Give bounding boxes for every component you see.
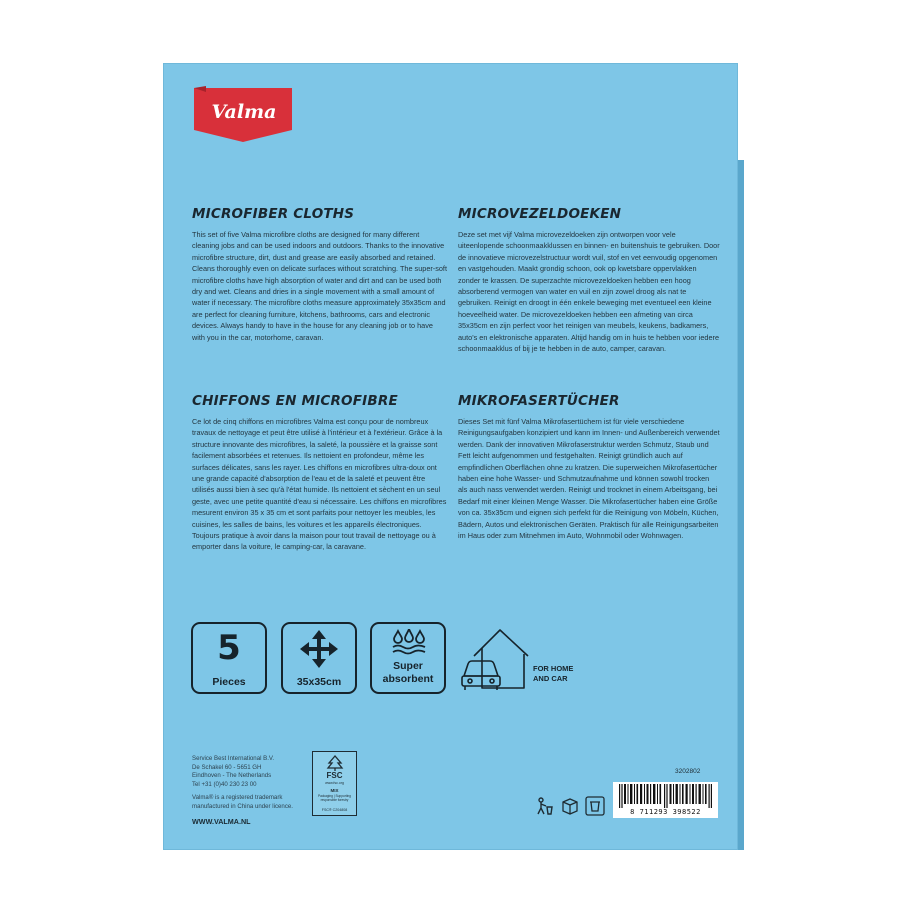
product-code: 3202802 (675, 768, 701, 775)
company-info (192, 755, 302, 826)
section-title-english: MICROFIBER CLOTHS (192, 206, 355, 222)
absorbent-label-2: absorbent (382, 673, 434, 685)
waste-bin-icon (585, 796, 605, 816)
absorbent-badge (370, 622, 446, 694)
section-german (458, 393, 720, 541)
barcode-bars (619, 784, 712, 808)
size-badge (281, 622, 357, 694)
fsc-label (312, 751, 357, 816)
section-body-german: Dieses Set mit fünf Valma Mikrofasertüchern ist für viele verschiedene Reinigungsaufgaben konzipiert und kann im Innen- und Außenbereich verwendet werden. Dank der innovativen Mikrofaserstruktur werden Schmutz, Staub und Fett leicht aufgenommen und festgehalten. Reinigt gründlich auch auf empfindlichen Oberflächen ohne zu kratzen. Die superweichen Mikrofasertücher haben eine hohe Wasser- und Schmutzaufnahme und können sowohl trocken als auch nass verwendet werden. Reinigt und trocknet in einem Arbeitsgang, bei Bedarf mit einer kleinen Menge Wasser. Die Mikrofasertücher haben eine Größe von ca. 35x35cm und eignen sich perfekt für die Reinigung von Möbeln, Küchen, Bädern, Autos und elektronischen Geräten. Praktisch für alle Reinigungsarbeiten im Haus oder zum Mitnehmen im Auto, Wohnmobil oder Wohnwagen. (458, 417, 720, 541)
barcode (613, 782, 718, 818)
section-french (192, 393, 447, 553)
pieces-badge (191, 622, 267, 694)
fsc-tree-icon (326, 755, 344, 771)
section-body-english: This set of five Valma microfibre cloths are designed for many different cleaning jobs and can be used indoors and outdoors. Thanks to the innovative microfibre structure, dirt, dust and grease are easily absorbed and retained. Cleans thoroughly even on delicate surfaces without scratching. The super-soft microfibre cloths have high absorption of water and dirt and can be used both dry and wet. Cleans and dries in a single movement with a small amount of water if necessary. The microfibre cloths measure approximately 35x35cm and are perfect for cleaning furniture, kitchens, bathrooms, cars and electronic devices. Always handy to have in the house for any cleaning job or to have with you in the car, motorhome, caravan. (192, 230, 447, 342)
logo-text: Valma (211, 101, 277, 123)
home-car-label-2: AND CAR (533, 674, 568, 683)
section-body-dutch: Deze set met vijf Valma microvezeldoeken zijn ontworpen voor vele uiteenlopende schoonmaakklussen en binnen- en buitenshuis te gebruiken. Door de innovatieve microvezelstructuur wordt vuil, stof en vet eenvoudig opgenomen en vastgehouden. Maakt grondig schoon, ook op kwetsbare oppervlakken zonder te krassen. De superzachte microvezeldoeken hebben een hoog absorberend vermogen van water en vuil en zijn zowel droog als nat te gebruiken. Reinigt en droogt in één enkele beweging met eventueel een kleine hoeveelheid water. De microvezeldoeken hebben een afmeting van circa 35x35cm en zijn perfect voor het reinigen van meubels, keukens, badkamers, auto's en elektronische apparaten. Altijd handig om in huis te hebben voor iedere schoonmaakklus of bij je te hebben in de auto, camper, caravan. (458, 230, 720, 354)
company-street: De Schakel 60 - 5651 GH (192, 763, 262, 771)
tidyman-icon (534, 796, 554, 816)
section-english (192, 206, 447, 343)
section-title-french: CHIFFONS EN MICROFIBRE (192, 393, 398, 409)
section-title-german: MIKROFASERTÜCHER (458, 393, 620, 409)
barcode-number: 8 711293 398522 (630, 808, 701, 816)
home-car-label-1: FOR HOME (533, 664, 574, 673)
trademark-line-2: manufactured in China under licence. (192, 802, 293, 810)
section-dutch (458, 206, 720, 354)
size-label: 35x35cm (296, 676, 342, 688)
cardboard-recycle-icon (560, 796, 580, 816)
pieces-label: Pieces (212, 676, 246, 688)
home-car-label (533, 664, 573, 684)
fsc-description: Packaging | Supporting responsible forestry (318, 794, 351, 802)
pieces-count: 5 (217, 628, 241, 668)
fsc-site: www.fsc.org (325, 781, 344, 785)
company-city: Eindhoven - The Netherlands (192, 772, 272, 780)
company-name: Service Best International B.V. (192, 755, 275, 762)
fsc-mix: MIX (330, 788, 339, 793)
house-car-icon (460, 626, 532, 694)
website-link[interactable]: WWW.VALMA.NL (192, 816, 251, 826)
section-body-french: Ce lot de cinq chiffons en microfibres Valma est conçu pour de nombreux travaux de nettoyage et peut être utilisé à l'intérieur et à l'extérieur. Grâce à la structure innovante des microfibres, la saleté, la poussière et la graisse sont facilement absorbées et retenues. Ils nettoient en profondeur, même les surfaces délicates, sans les rayer. Les chiffons en microfibres ultra-doux ont une grande capacité d'absorption de l'eau et de la saleté et peuvent être utilisés aussi bien à sec qu'à l'état humide. Ils nettoient et sèchent en un seul geste, avec une petite quantité d'eau si nécessaire. Les chiffons en microfibres mesurent environ 35 x 35 cm et sont parfaits pour nettoyer les meubles, les cuisines, les salles de bains, les voitures et les appareils électroniques. Toujours pratique à avoir dans la maison pour tout travail de nettoyage ou à emporter dans la voiture, le camping-car, la caravane. (192, 417, 447, 552)
section-title-dutch: MICROVEZELDOEKEN (458, 206, 622, 222)
absorbent-label-1: Super (393, 660, 423, 672)
fsc-logo-text: FSC (326, 771, 343, 780)
package-side-edge (738, 160, 744, 850)
fsc-code: FSC® C204808 (321, 808, 348, 812)
company-phone: Tel +31 (0)40 230 23 00 (192, 780, 257, 788)
trademark-line-1: Valma® is a registered trademark (192, 794, 283, 802)
water-drops-icon (391, 629, 427, 655)
move-arrows-icon (300, 630, 338, 668)
